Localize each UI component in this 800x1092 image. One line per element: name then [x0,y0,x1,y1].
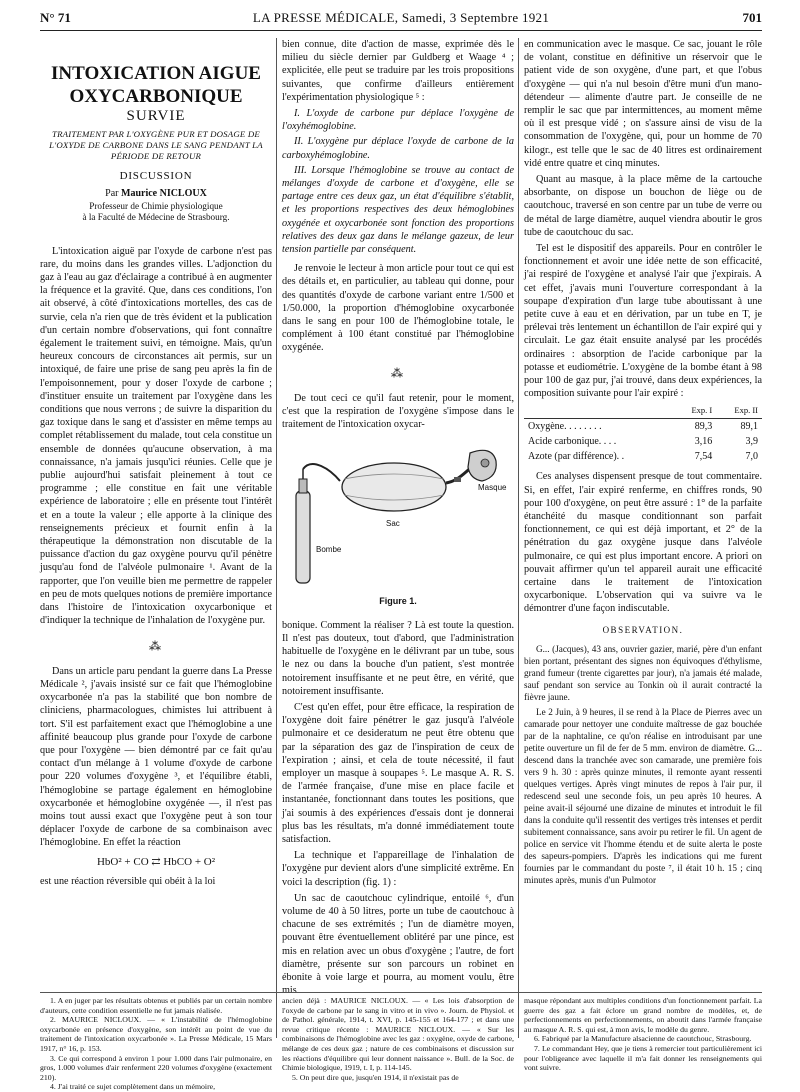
paragraph: Je renvoie le lecteur à mon article pour tout ce qui est des détails et, en particulier, au tableau qui donne, pour des quantités d'oxyde de carbone variant entre 1/500 et 1/50.000, la proportion d'hémoglobine oxycarbonée dans le sang en pour 100 de l'hémoglobine totale, le complément à 100 étant constitué par l'hémoglobine oxygénée. [282,263,514,354]
section-separator: ⁂ [391,365,405,380]
table-header: Exp. I [675,404,717,418]
proposition-2: II. L'oxygène pur déplace l'oxyde de carbone de la carboxyhémoglobine. [282,136,514,161]
paragraph: Quant au masque, à la place même de la cartouche absorbante, on dispose un bouchon de liège ou de caoutchouc, traversé en son centre par un tube de verre ou de métal de large diamètre, auquel viendra aboutir le gros tube de caoutchouc du sac. [524,174,762,238]
section-separator: ⁂ [149,638,163,653]
paragraph: L'intoxication aiguë par l'oxyde de carbone n'est pas rare, du moins dans les grandes villes. L'adjonction du gaz à l'eau au gaz d'éclairage a contribué à en augmenter la fréquence et la gravité. Que, dans ces conditions, l'on ait observé, à côté d'intoxications mortelles, des cas de survie, cela n'a rien que de très évident et la publication d'un certain nombre d'observations, qui font connaître également le traitement suivi, en témoigne. Mais, qu'un heureux concours de circonstances ait permis, sur un intoxiqué, de faire une prise de sang peu après la fin de l'empoisonnement, pour y doser l'oxyde de carbone ; d'instituer ensuite un traitement par l'oxygène dans les conditions que nous verrons ; de suivre la disparition du gaz toxique dans le sang et d'assister en même temps au complet rétablissement du malade, tout cela constitue un ensemble de données qu'aucune observation, à ma connaissance, n'a jamais jusqu'ici réunies. Celle que je publie aujourd'hui satisfait pleinement à tout ce programme ; elle constitue en fait une véritable expérience de laboratoire ; elle en présente tout l'intérêt et en a toute la valeur ; elle apporte à la clinique des renseignements précieux et fournit enfin à la thérapeutique la démonstration non discutable de la puissance d'action du gaz oxygène pourvu qu'il pénètre jusqu'au fond de l'alvéole pulmonaire ¹. Avant de la rapporter, que l'on veuille bien me permettre de rappeler en peu de mots quelques notions de première importance dans l'histoire de l'intoxication oxycarbonique et d'indiquer la technique de l'inhalation de l'oxygène pur. [40,245,272,627]
expired-air-table [524,404,762,464]
label-masque: Masque [478,483,507,493]
table-cell: Acide carbonique. . . . [528,435,617,447]
footnote: 2. MAURICE NICLOUX. — « L'instabilité de l'hémoglobine oxycarbonée en présence d'oxygène, son intérêt au point de vue du traitement de l'intoxication oxycarbonée ». La Presse Médicale, 15 Mars 1917, n° 16, p. 153. [40,1015,272,1053]
column-1 [40,38,272,988]
table-cell: Oxygène. . . . . . . . [528,420,602,432]
title-line-1: INTOXICATION AIGUE [51,63,261,84]
table-row [524,418,762,434]
figure-caption: Figure 1. [379,596,417,607]
table-cell: 89,1 [740,420,758,432]
issue-number: N° 71 [40,10,71,25]
page-number: 701 [742,10,762,25]
apparatus-illustration [282,439,514,589]
paragraph: bien connue, dite d'action de masse, exprimée dès le milieu du siècle dernier par Guldberg et Waage ⁴ ; explicitée, elle peut se traduire par les trois propositions suivantes, que confirme d'ailleurs entièrement l'expérimentation physiologique ⁵ : [282,39,514,103]
chemical-equation: HbO² + CO ⇄ HbCO + O² [96,855,216,868]
paragraph: Un sac de caoutchouc cylindrique, entoilé ⁶, d'un volume de 40 à 50 litres, porte un tube de caoutchouc à chacune de ses extrémités ; l'un de diamètre moyen, pouvant être éventuellement oblitéré par une pince, est mis en relation avec un obus d'oxygène ; l'autre, de fort diamètre, présente sur son parcours un robinet en ébonite à voie large et pourra, au moment voulu, être mis [282,892,514,997]
table-cell: 3,16 [694,435,713,447]
footnote: ancien déjà : MAURICE NICLOUX. — « Les lois d'absorption de l'oxyde de carbone par le sang in vitro et in vivo ». Journ. de Physiol. et de Pathol. générale, 1914, t. XVI, p. 145-155 et 164-177 ; et dans une revue critique récente : MAURICE NICLOUX. — « Sur les combinaisons de l'hémoglobine avec les gaz : oxygène, oxyde de carbone, mélange de ces deux gaz ; nature de ces combinaisons et discussion sur les réactions d'équilibre qui leur donnent naissance ». Bull. de la Soc. de Chimie biologique, 1919, t. I, p. 114-145. [282,996,514,1073]
table-cell: Azote (par différence). . [528,451,625,463]
article-subhead: TRAITEMENT PAR L'OXYGÈNE PUR ET DOSAGE DE L'OXYDE DE CARBONE DANS LE SANG PENDANT LA PÉRIODE DE RETOUR [49,129,263,162]
article-subtitle: SURVIE [126,108,186,124]
footnotes-column-1 [40,996,272,1092]
column-divider [276,38,277,1038]
author-name: Maurice NICLOUX [121,188,207,200]
author-affiliation [40,201,272,223]
table-header-row [524,404,762,418]
footnote: masque répondant aux multiples conditions d'un fonctionnement parfait. La guerre des gaz a fait éclore un grand nombre de modèles, et, de perfectionnements en perfectionnements, on aboutit dans l'armée française au masque A. R. S. qui est, à mon avis, le modèle du genre. [524,996,762,1034]
paragraph: Dans un article paru pendant la guerre dans La Presse Médicale ², j'avais insisté sur ce fait que l'hémoglobine oxycarbonée n'a pas la stabilité que bon nombre de cliniciens, pharmacologues, chimistes lui attribuent à tort. S'il est parfaitement exact que l'hémoglobine a une affinité beaucoup plus grande pour l'oxyde de carbone que pour l'oxygène — bien démontré par ce fait qu'au contact d'un mélange à 1 volume d'oxyde de carbone pour 220 volumes d'oxygène ³, et l'équilibre établi, l'hémoglobine se partage également en hémoglobine oxycarbonée et hémoglobine oxygénée —, il n'est pas moins tout aussi exact que l'oxygène peut à son tour déplacer l'oxyde de carbone de sa combinaison avec l'hémoglobine. En effet la réaction [40,665,272,849]
title-line-2: OXYCARBONIQUE [69,86,243,107]
journal-title: LA PRESSE MÉDICALE, Samedi, 3 Septembre 1921 [252,10,550,25]
column-3 [524,38,762,988]
figure-1-apparatus [282,439,514,589]
footnote: 4. J'ai traité ce sujet complètement dans un mémoire, [50,1082,216,1092]
author-prefix: Par [105,188,119,200]
table-cell: 7,54 [694,451,713,463]
footnotes-column-2 [282,996,514,1082]
paragraph: C'est qu'en effet, pour être efficace, la respiration de l'oxygène doit faire pénétrer le gaz jusqu'à l'alvéole pulmonaire et ce desideratum ne peut être obtenu que par la séparation des gaz de l'inspiration de ceux de l'expiration ; ainsi, et cela de toute nécessité, il faut employer un masque à soupapes ⁵. Le masque A. R. S. de l'armée française, d'une mise en place facile et instantanée, fonctionnant dans toutes les positions, que j'ai soumis à des expériences d'essais dont je donnerai plus bas les résultats, m'a donné immédiatement toute satisfaction. [282,701,514,845]
paragraph: Ces analyses dispensent presque de tout commentaire. Si, en effet, l'air expiré renferme, en chiffres ronds, 90 pour 100 d'oxygène, on peut être assuré : 1° de la parfaite étanchéité du masque conditionnant son parfait fonctionnement, ce qui est déjà important, et 2° de la pénétration du gaz oxygène jusque dans l'alvéole pulmonaire, ce qui est plus important encore. A priori on pouvait affirmer qu'un tel appareil aurait une efficacité certaine dans le traitement de l'intoxication oxycarbonique. L'observation qui va suivre va le démontrer d'une façon indiscutable. [524,471,762,615]
header-rule [40,30,762,31]
footnote: 1. A en juger par les résultats obtenus et publiés par un certain nombre d'auteurs, cette condition essentielle ne fut jamais réalisée. [40,996,272,1015]
table-cell: 3,9 [745,435,758,447]
proposition-3: III. Lorsque l'hémoglobine se trouve au contact de mélanges d'oxyde de carbone et d'oxygène, elle se partage entre ces deux gaz, un état d'équilibre s'établit, et les proportions respectives des deux hémoglobines oxygénée et oxycarbonée sont fonction des proportions relatives des deux gaz dans le mélange gazeux, de leur tension partielle par conséquent. [282,164,514,256]
paragraph: La technique et l'appareillage de l'inhalation de l'oxygène pur devient alors d'une simplicité extrême. En voici la description (fig. 1) : [282,850,514,888]
paragraph: en communication avec le masque. Ce sac, jouant le rôle de volant, constitue en définitive un réservoir que le patient vide de son oxygène, d'une part, et que l'obus d'oxygène — qui n'a nul besoin d'être muni d'un mano-détendeur — alimente d'autre part. Je conseille de ne remplir le sac que par intermittences, au moment même où il est presque vidé ; on s'assure ainsi de visu de la consommation de l'oxygène, qui, pour un homme de 70 kilogr., est telle que le sac de 40 litres est ordinairement vidé entre quatre et cinq minutes. [524,39,762,169]
article-title [40,62,272,108]
observation-heading: OBSERVATION. [602,624,684,635]
column-divider [518,38,519,1038]
paragraph: De tout ceci ce qu'il faut retenir, pour le moment, c'est que la respiration de l'oxygène s'impose dans le traitement de l'intoxication oxycar- [282,392,514,431]
table-row [524,449,762,464]
paragraph: bonique. Comment la réaliser ? Là est toute la question. Il n'est pas douteux, tout d'abord, que l'administration habituelle de l'oxygène en le délivrant par un tube, sous le nez ou dans la bouche d'un patient, s'est montrée notoirement insuffisante et ne peut être, en vérité, que notoirement insuffisante. [282,619,514,697]
label-bombe: Bombe [316,545,342,555]
footnote: 7. Le commandant Hey, que je tiens à remercier tout particulièrement ici pour l'obligeance avec laquelle il m'a fait donner les renseignements qui vont suivre. [524,1043,762,1073]
observation-paragraph: G... (Jacques), 43 ans, ouvrier gazier, marié, père d'un enfant bien portant, présentant des signes non équivoques d'éthylisme, grand fumeur (trente cigarettes par jour), n'a jamais été malade, sauf pendant son service au Tonkin où il aurait contracté la fièvre jaune. [524,643,762,702]
running-header [40,8,762,28]
propositions-list [282,107,514,256]
affiliation-line-1: Professeur de Chimie physiologique [89,200,223,211]
table-cell: 7,0 [745,451,758,463]
footnote: 3. Ce qui correspond à environ 1 pour 1.000 dans l'air pulmonaire, en gros, 1.000 volumes d'air renferment 220 volumes d'oxygène (exactement 210). [40,1053,272,1082]
observation-paragraph: Le 2 Juin, à 9 heures, il se rend à la Place de Pierres avec un camarade pour nettoyer une conduite maîtresse de gaz bouchée par de la naphtaline, ce qu'on réalise en introduisant par une petite ouverture un fil de fer de 5 mm. environ de diamètre. G... descend dans la tranchée avec son camarade, une première fois vers 9 h. 30 : après quinze minutes, il remonte ayant ressenti quelques vertiges. Après vingt minutes de repos à l'air pur, il redescend seul une seconde fois, un peu après 10 heures. A peine avait-il séjourné une dizaine de minutes et introduit le fil dans la conduite qu'il ressentit des vertiges très intenses et perdit subitement connaissance, sans avoir pu retirer le fil. Un agent de police en service vit l'homme étendu et de suite alerta le poste des sapeurs-pompiers. D'après les indications qui me furent fournies par le commandant du poste ⁷, il était 10 h. 15 ; cinq minutes après, munis d'un Pulmotor [524,706,762,885]
column-2 [282,38,514,997]
table-row [524,434,762,449]
paragraph: Tel est le dispositif des appareils. Pour en contrôler le fonctionnement et avoir une idée nette de son efficacité, j'ai respiré de l'oxygène et analysé l'air que j'expirais. A cet effet, j'avais muni l'ouverture correspondant à la soupape d'expiration d'un large tube aboutissant à une petite cuve à eau et en dérivation, par un tube en T, je prélevai très lentement un échantillon de l'air expiré qui y circulait. Le gaz était ensuite analysé par les procédés ordinaires : absorption de l'acide carbonique par la potasse et eudiométrie. L'oxygène de la bombe étant à 98 pour 100 de gaz pur, j'ai trouvé, dans deux expériences, la composition suivante pour l'air expiré : [524,243,762,400]
label-sac: Sac [386,519,400,529]
affiliation-line-2: à la Faculté de Médecine de Strasbourg. [82,211,230,222]
table-cell: 89,3 [694,420,713,432]
footnotes-column-3 [524,996,762,1078]
footnote: 6. Fabriqué par la Manufacture alsacienne de caoutchouc, Strasbourg. [534,1034,752,1044]
proposition-1: I. L'oxyde de carbone pur déplace l'oxygène de l'oxyhémoglobine. [282,108,514,133]
table-header [524,404,675,418]
section-discussion: DISCUSSION [119,170,193,183]
author-line [40,187,272,200]
footnote: 5. On peut dire que, jusqu'en 1914, il n'existait pas de [292,1072,459,1082]
footnote-rule [40,992,762,993]
paragraph: est une réaction réversible qui obéit à la loi [40,875,216,887]
table-header: Exp. II [716,404,762,418]
